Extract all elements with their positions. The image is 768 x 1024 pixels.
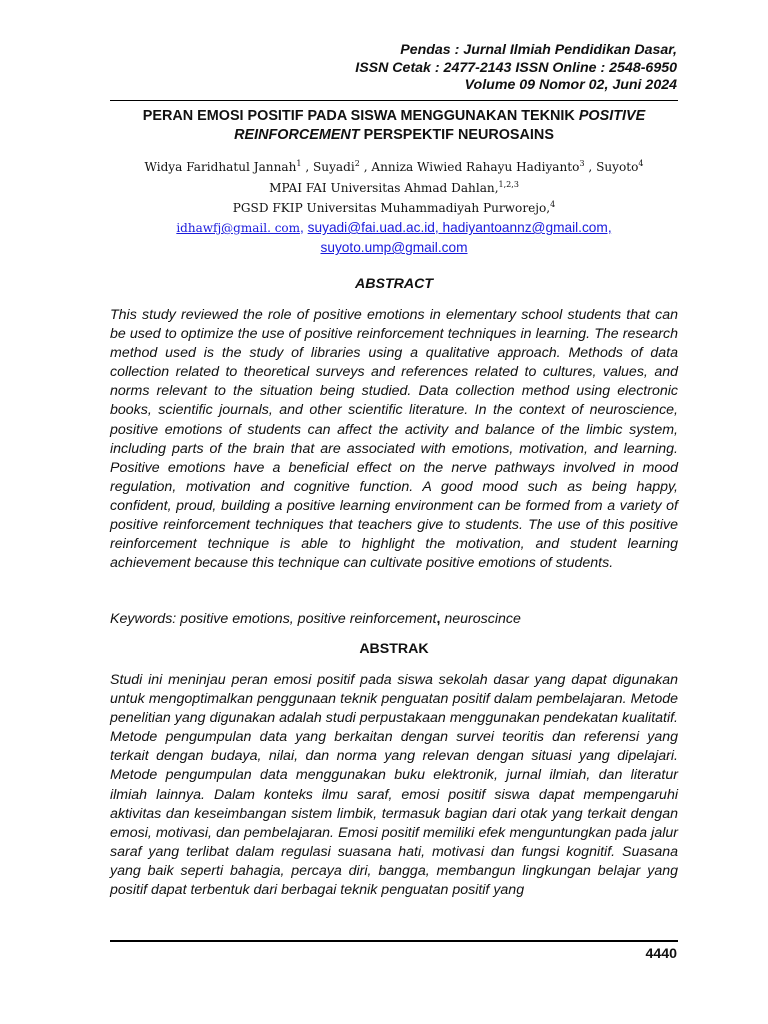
affiliation: PGSD FKIP Universitas Muhammadiyah Purworejo,$^4$ [232,200,556,215]
abstrak-text: Studi ini meninjau peran emosi positif pada siswa sekolah dasar yang dapat digunakan untuk mengoptimalkan penggunaan teknik penguatan positif dalam pembelajaran. Metode penelitian yang digunakan adalah studi perpustakaan menggunakan pendekatan kualitatif. Metode pengumpulan data yang berkaitan dengan survei teoritis dan referensi yang terkait dengan budaya, nilai, dan norma yang relevan dengan situasi yang dipelajari. Metode pengumpulan data menggunakan buku elektronik, jurnal ilmiah, dan literatur ilmiah lainnya. Dalam konteks ilmu saraf, emosi positif siswa dapat mempengaruhi aktivitas dan keseimbangan sistem limbik, termasuk bagian dari otak yang terkait dengan emosi, motivasi, dan pembelajaran. Emosi positif memiliki efek menguntungkan pada jalur saraf yang terlibat dalam regulasi suasana hati, motivasi dan fungsi kognitif. Suasana yang baik seperti bahagia, percaya diri, bangga, membangun lingkungan belajar yang positif dapat terbentuk dari berbagai teknik penguatan positif yang [110,672,678,899]
author: Anniza Wiwied Rahayu Hadiyanto [371,160,580,174]
abstrak-heading: ABSTRAK [359,641,429,657]
author-list: Widya Faridhatul Jannah$^1$ , Suyadi$^2$ , Anniza Wiwied Rahayu Hadiyanto$^3$ , Suyoto$^4$ [144,159,644,174]
title-line-1: PERAN EMOSI POSITIF PADA SISWA MENGGUNAKAN TEKNIK POSITIVE [142,108,646,124]
journal-name: Pendas : Jurnal Ilmiah Pendidikan Dasar, [400,42,677,58]
abstract-text: This study reviewed the role of positive emotions in elementary school students that can be used to optimize the use of positive reinforcement techniques in learning. The research method used is the study of libraries using a qualitative approach. Methods of data collection related to theoretical surveys and references related to cultures, values, and norms relevant to the situation being studied. Data collection method using electronic books, scientific journals, and other scientific literature. In the context of neuroscience, positive emotions of students can affect the activity and balance of the limbic system, including parts of the brain that are associated with emotions, motivation, and learning. Positive emotions have a beneficial effect on the nerve pathways involved in mood regulation, motivation and cognitive function. A good mood such as being happy, confident, proud, building a positive learning environment can be formed from a variety of positive reinforcement techniques that teachers give to students. The use of this positive reinforcement technique is able to highlight the motivation, and student learning achievement because this technique can cultivate positive emotions of students. [110,307,678,572]
email-link[interactable]: suyoto.ump@gmail.com [320,240,468,255]
journal-volume: Volume 09 Nomor 02, Juni 2024 [464,77,677,93]
author: Widya Faridhatul Jannah [144,160,297,174]
author-block [100,157,688,219]
page-number: 4440 [645,946,677,962]
author: Suyoto [596,160,639,174]
keywords: Keywords: positive emotions, positive reinforcement, neuroscince [110,611,521,627]
journal-header [355,42,677,95]
footer-divider [110,940,678,942]
email-link[interactable]: suyadi@fai.uad.ac.id, hadiyantoannz@gmail.com, [307,220,612,235]
journal-issn: ISSN Cetak : 2477-2143 ISSN Online : 2548-6950 [355,59,677,76]
title-divider [110,100,678,101]
title-line-2: REINFORCEMENT PERSPEKTIF NEUROSAINS [234,127,554,143]
email-block: idhawfj@gmail. com, suyadi@fai.uad.ac.id, hadiyantoannz@gmail.com, suyoto.ump@gmail.com [176,220,612,255]
affiliation: MPAI FAI Universitas Ahmad Dahlan,$^{1,2,3}$ [269,179,519,195]
paper-title [100,107,688,145]
author: Suyadi [313,160,355,174]
email-link[interactable]: idhawfj@gmail. com [176,221,301,235]
abstract-heading: ABSTRACT [354,276,434,292]
